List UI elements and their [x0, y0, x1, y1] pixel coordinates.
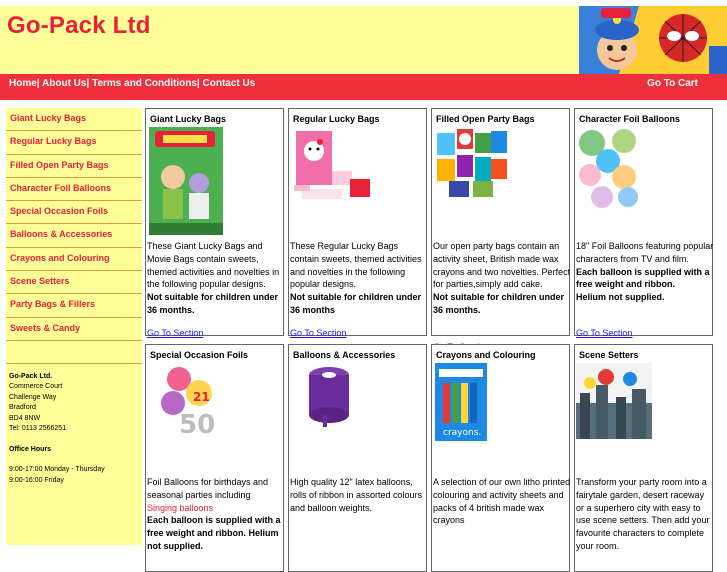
product-description: High quality 12" latex balloons, rolls of ribbon in assorted colours and balloon weights.: [290, 477, 423, 513]
sidebar-item-regular-lucky-bags[interactable]: Regular Lucky Bags: [6, 131, 142, 154]
sidebar-item-giant-lucky-bags[interactable]: Giant Lucky Bags: [6, 108, 142, 131]
sidebar-item-party-bags-fillers[interactable]: Party Bags & Fillers: [6, 294, 142, 317]
sidebar-item-character-foil-balloons[interactable]: Character Foil Balloons: [6, 178, 142, 201]
crayons-pack-image[interactable]: [435, 363, 487, 446]
product-card-giant-lucky-bags: [145, 108, 284, 336]
nav-bar: [0, 74, 727, 100]
product-card-crayons-colouring: [431, 344, 570, 572]
sidebar-item-balloons-accessories[interactable]: Balloons & Accessories: [6, 224, 142, 247]
sidebar: [6, 108, 142, 545]
character-balloons-image[interactable]: [578, 127, 642, 214]
product-card-special-occasion-foils: [145, 344, 284, 572]
product-title[interactable]: Filled Open Party Bags: [436, 114, 535, 124]
product-title[interactable]: Scene Setters: [579, 350, 639, 360]
nav-links: Home| About Us| Terms and Conditions| Contact Us: [9, 78, 256, 89]
ribbon-roll-image[interactable]: [303, 363, 353, 434]
product-title[interactable]: Character Foil Balloons: [579, 114, 681, 124]
site-title[interactable]: Go-Pack Ltd: [7, 12, 151, 39]
sidebar-item-special-occasion-foils[interactable]: Special Occasion Foils: [6, 201, 142, 224]
regular-lucky-bag-image[interactable]: [292, 127, 374, 220]
product-description: 18" Foil Balloons featuring popular characters from TV and film. Each balloon is supplied with a free weight and ribbon. Helium not supplied.: [576, 241, 714, 303]
product-card-regular-lucky-bags: [288, 108, 427, 336]
product-title[interactable]: Giant Lucky Bags: [150, 114, 227, 124]
sidebar-divider: [6, 341, 142, 364]
office-hours-friday: 9:00-16:00 Friday: [9, 476, 64, 484]
office-hours-weekday: 9:00-17:00 Monday - Thursday: [9, 466, 105, 474]
nav-home-link[interactable]: Home: [9, 78, 37, 89]
product-description: Foil Balloons for birthdays and seasonal parties including Singing balloons Each balloon is supplied with a free weight and ribbon. Helium not supplied.: [147, 477, 281, 551]
nav-contact-link[interactable]: Contact Us: [202, 78, 256, 89]
product-title[interactable]: Crayons and Colouring: [436, 350, 536, 360]
go-to-section-link[interactable]: Go To Section: [576, 328, 633, 338]
filled-party-bags-image[interactable]: [435, 127, 509, 204]
product-card-balloons-accessories: [288, 344, 427, 572]
sidebar-item-scene-setters[interactable]: Scene Setters: [6, 271, 142, 294]
character-banner-image: [579, 6, 727, 74]
go-to-section-link[interactable]: Go To Section: [147, 328, 204, 338]
twenty-one-balloon: 21: [193, 390, 210, 404]
product-description: Transform your party room into a fairytale garden, desert raceway or a superhero city with easy to use scene setters. Then add your favourite characters to complete your room.: [576, 477, 710, 551]
sidebar-item-sweets-candy[interactable]: Sweets & Candy: [6, 318, 142, 341]
address-line-3: Bradford: [9, 404, 36, 412]
product-title[interactable]: Special Occasion Foils: [150, 350, 249, 360]
giant-lucky-bag-image[interactable]: [149, 127, 223, 240]
address-line-1: Commerce Court: [9, 383, 63, 391]
sidebar-item-filled-open-party-bags[interactable]: Filled Open Party Bags: [6, 155, 142, 178]
phone-number: Tel: 0113 2566251: [9, 425, 67, 433]
fifty-balloon: 50: [179, 410, 216, 440]
product-title[interactable]: Balloons & Accessories: [293, 350, 396, 360]
product-description: A selection of our own litho printed colouring and activity sheets and packs of 4 british made wax crayons: [433, 477, 571, 526]
company-name: Go-Pack Ltd.: [9, 372, 53, 380]
office-hours-title: Office Hours: [9, 445, 52, 453]
singing-balloons-link[interactable]: Singing balloons: [147, 502, 214, 513]
crayons-box-label: crayons.: [443, 428, 482, 438]
header: [0, 0, 727, 74]
scene-setter-image[interactable]: [576, 363, 652, 444]
product-title[interactable]: Regular Lucky Bags: [293, 114, 380, 124]
product-description: These Regular Lucky Bags contain sweets, themed activities and novelties in the following popular designs. Not suitable for children under 36 months: [290, 241, 422, 315]
nav-about-link[interactable]: About Us: [42, 78, 87, 89]
product-card-scene-setters: [574, 344, 713, 572]
go-to-section-link[interactable]: Go To Section: [290, 328, 347, 338]
product-description: These Giant Lucky Bags and Movie Bags contain sweets, themed activities and novelties in the following popular designs. Not suitable for children under 36 months.: [147, 241, 280, 315]
product-card-filled-open-party-bags: [431, 108, 570, 336]
special-occasion-balloons-image[interactable]: [149, 363, 219, 448]
nav-terms-link[interactable]: Terms and Conditions: [92, 78, 197, 89]
contact-details: [6, 364, 142, 487]
go-to-cart-link[interactable]: Go To Cart: [647, 78, 698, 89]
product-description: Our open party bags contain an activity sheet, British made wax crayons and two novelties. Perfect for parties,simply add cake. Not suitable for children under 36 months.: [433, 241, 571, 315]
address-line-2: Challenge Way: [9, 393, 57, 401]
product-card-character-foil-balloons: [574, 108, 713, 336]
address-postcode: BD4 8NW: [9, 414, 41, 422]
sidebar-item-crayons-colouring[interactable]: Crayons and Colouring: [6, 248, 142, 271]
